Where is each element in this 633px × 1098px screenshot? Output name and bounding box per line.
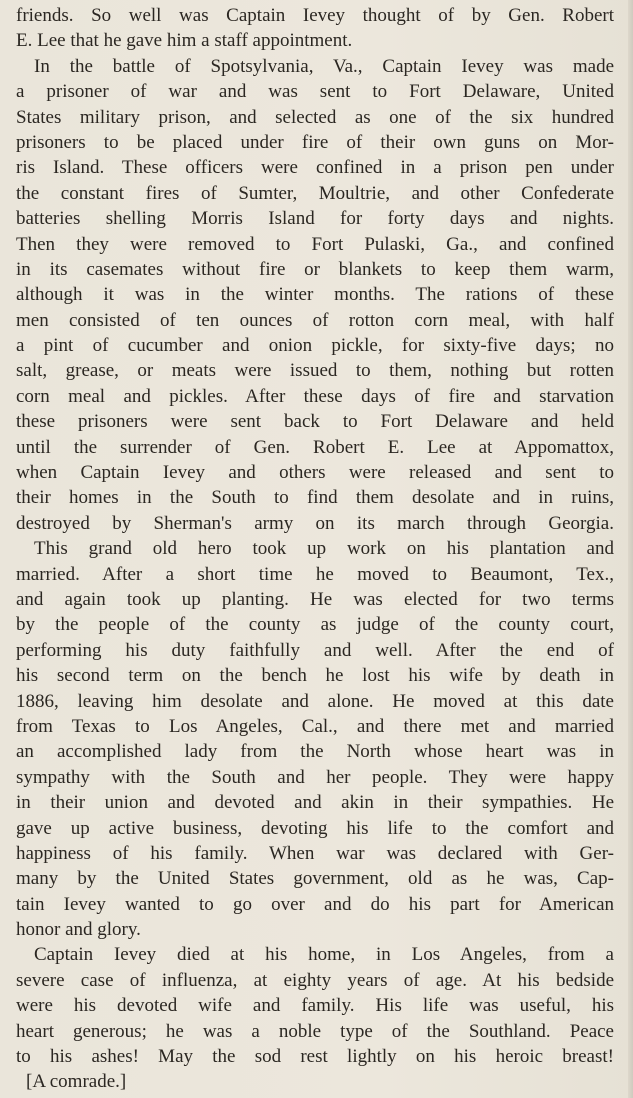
text-line: gave up active business, devoting his life to the comfort and bbox=[16, 817, 614, 839]
text-line: in its casemates without fire or blankets to keep them warm, bbox=[16, 258, 614, 280]
text-line: men consisted of ten ounces of rotton corn meal, with half bbox=[16, 309, 614, 331]
text-line: a pint of cucumber and onion pickle, for sixty-five days; no bbox=[16, 335, 614, 357]
text-line: until the surrender of Gen. Robert E. Lee at Appomattox, bbox=[16, 436, 614, 458]
text-line: friends. So well was Captain Ievey thought of by Gen. Robert bbox=[16, 5, 614, 26]
text-line: in their union and devoted and akin in their sympathies. He bbox=[16, 792, 614, 814]
page-edge-shadow bbox=[628, 0, 633, 1098]
text-line: E. Lee that he gave him a staff appointment. bbox=[16, 30, 353, 52]
text-line: an accomplished lady from the North whose heart was in bbox=[16, 741, 614, 763]
text-line: This grand old hero took up work on his plantation and bbox=[34, 538, 614, 560]
text-line: were his devoted wife and family. His life was useful, his bbox=[16, 995, 614, 1017]
text-line: their homes in the South to find them desolate and in ruins, bbox=[16, 487, 614, 509]
text-line: severe case of influenza, at eighty years of age. At his bedside bbox=[16, 969, 614, 991]
text-line: corn meal and pickles. After these days of fire and starvation bbox=[16, 385, 614, 407]
text-line: heart generous; he was a noble type of the Southland. Peace bbox=[16, 1020, 614, 1042]
text-line: tain Ievey wanted to go over and do his part for American bbox=[16, 893, 614, 915]
text-line: destroyed by Sherman's army on its march through Georgia. bbox=[16, 512, 614, 534]
text-line: performing his duty faithfully and well. After the end of bbox=[16, 639, 614, 661]
text-line: sympathy with the South and her people. They were happy bbox=[16, 766, 614, 788]
text-line: these prisoners were sent back to Fort Delaware and held bbox=[16, 411, 614, 433]
text-line: the constant fires of Sumter, Moultrie, and other Confederate bbox=[16, 182, 614, 204]
article-text bbox=[16, 3, 614, 1095]
text-line: happiness of his family. When war was declared with Ger- bbox=[16, 842, 614, 864]
text-line: when Captain Ievey and others were released and sent to bbox=[16, 462, 614, 484]
text-line: to his ashes! May the sod rest lightly on his heroic breast! bbox=[16, 1046, 614, 1068]
text-line: and again took up planting. He was elected for two terms bbox=[16, 588, 614, 610]
signature: [A comrade.] bbox=[26, 1071, 127, 1093]
text-line: from Texas to Los Angeles, Cal., and there met and married bbox=[16, 715, 614, 737]
text-line: although it was in the winter months. The rations of these bbox=[16, 284, 614, 306]
text-line: many by the United States government, old as he was, Cap- bbox=[16, 868, 614, 890]
text-line: Captain Ievey died at his home, in Los Angeles, from a bbox=[34, 944, 614, 966]
text-line: honor and glory. bbox=[16, 919, 141, 941]
text-line: 1886, leaving him desolate and alone. He moved at this date bbox=[16, 690, 614, 712]
text-line: married. After a short time he moved to Beaumont, Tex., bbox=[16, 563, 614, 585]
text-line: ris Island. These officers were confined in a prison pen under bbox=[16, 157, 614, 179]
text-line: batteries shelling Morris Island for forty days and nights. bbox=[16, 208, 614, 230]
text-line: States military prison, and selected as one of the six hundred bbox=[16, 106, 614, 128]
text-line: prisoners to be placed under fire of their own guns on Mor- bbox=[16, 131, 614, 153]
text-line: salt, grease, or meats were issued to them, nothing but rotten bbox=[16, 360, 614, 382]
text-line: by the people of the county as judge of the county court, bbox=[16, 614, 614, 636]
text-line: Then they were removed to Fort Pulaski, Ga., and confined bbox=[16, 233, 614, 255]
text-line: In the battle of Spotsylvania, Va., Captain Ievey was made bbox=[34, 55, 614, 77]
text-line: a prisoner of war and was sent to Fort Delaware, United bbox=[16, 81, 614, 103]
text-line: his second term on the bench he lost his wife by death in bbox=[16, 665, 614, 687]
